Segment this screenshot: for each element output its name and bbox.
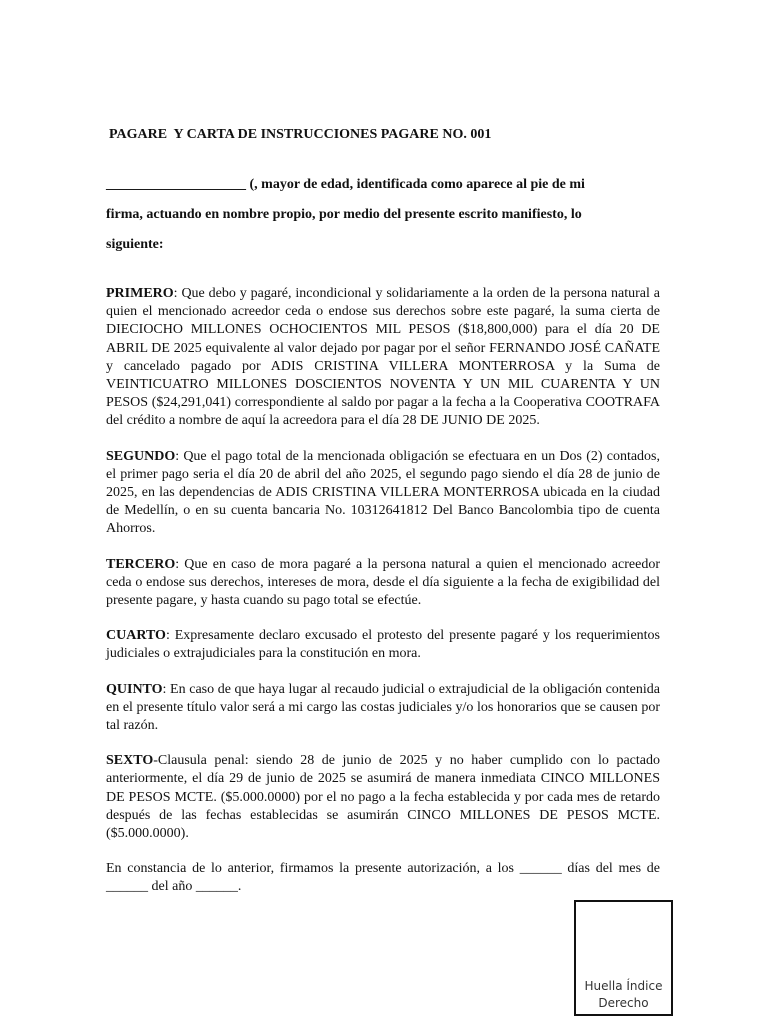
clause-heading: SEGUNDO [106, 448, 176, 464]
clause-heading: TERCERO [106, 556, 176, 572]
clause-heading: SEXTO [106, 753, 154, 769]
clause-text: : Que debo y pagaré, incondicional y solidariamente a la orden de la persona natural a quien el mencionado acreedor ceda o endose sus derechos sobre este pagaré, la suma cierta de DIECIOCHO MILLONES OCHOCIENTOS MIL PESOS ($18,800,000) para el día 20 DE ABRIL DE 2025 equivalente al valor dejado por pagar por el señor FERNANDO JOSÉ CAÑATE y cancelado pagado por ADIS CRISTINA VILLERA MONTERROSA y la Suma de VEINTICUATRO MILLONES DOSCIENTOS NOVENTA Y UN MIL CUARENTA Y UN PESOS ($24,291,041) correspondiente al saldo por pagar a la fecha a la Cooperativa COOTRAFA del crédito a nombre de aquí la acreedora para el día 28 DE JUNIO DE 2025. [106, 286, 660, 429]
clause-heading: QUINTO [106, 681, 163, 697]
clause-text: : Que en caso de mora pagaré a la persona natural a quien el mencionado acreedor ceda o endose sus derechos, intereses de mora, desde el día siguiente a la fecha de exigibilidad del presente pagare, y hasta cuando su pago total se efectúe. [106, 556, 660, 609]
clauses-section [106, 285, 660, 897]
clause-heading: CUARTO [106, 628, 166, 644]
fingerprint-label-line-2: Derecho [598, 996, 649, 1010]
fingerprint-label-line-1: Huella Índice [584, 979, 663, 993]
clause-sexto [106, 752, 660, 843]
clause-tercero [106, 556, 660, 611]
clause-primero [106, 285, 660, 431]
fingerprint-label [576, 978, 671, 1012]
fingerprint-box [574, 900, 673, 1016]
clause-cuarto [106, 627, 660, 663]
closing-paragraph: En constancia de lo anterior, firmamos la presente autorización, a los ______ días del mes de ______ del año ______. [106, 861, 660, 895]
clause-text: : En caso de que haya lugar al recaudo judicial o extrajudicial de la obligación contenida en el presente título valor será a mi cargo las costas judiciales y/o los honorarios que se causen por tal razón. [106, 681, 660, 734]
clause-text: : Expresamente declaro excusado el protesto del presente pagaré y los requerimientos judiciales o extrajudiciales para la constitución en mora. [106, 628, 660, 662]
intro-line-1: ____________________ (, mayor de edad, identificada como aparece al pie de mi [106, 177, 585, 192]
clause-text: -Clausula penal: siendo 28 de junio de 2025 y no haber cumplido con lo pactado anteriormente, el día 29 de junio de 2025 se asumirá de manera inmediata CINCO MILLONES DE PESOS MCTE. ($5.000.0000) por el no pago a la fecha establecida y por cada mes de retardo después de las fechas establecidas se asumirán CINCO MILLONES DE PESOS MCTE. ($5.000.0000). [106, 753, 660, 842]
clause-quinto [106, 681, 660, 736]
intro-paragraph [106, 176, 666, 266]
clause-segundo [106, 448, 660, 539]
clause-heading: PRIMERO [106, 286, 174, 301]
clause-text: : Que el pago total de la mencionada obligación se efectuara en un Dos (2) contados, el primer pago seria el día 20 de abril del año 2025, el segundo pago siendo el día 28 de junio de 2025, en las dependencias de ADIS CRISTINA VILLERA MONTERROSA ubicada en la ciudad de Medellín, o en su cuenta bancaria No. 10312641812 Del Banco Bancolombia tipo de cuenta Ahorros. [106, 448, 660, 537]
intro-line-3: siguiente: [106, 237, 164, 252]
document-title: PAGARE Y CARTA DE INSTRUCCIONES PAGARE NO. 001 [109, 127, 492, 142]
intro-line-2: firma, actuando en nombre propio, por medio del presente escrito manifiesto, lo [106, 207, 582, 222]
